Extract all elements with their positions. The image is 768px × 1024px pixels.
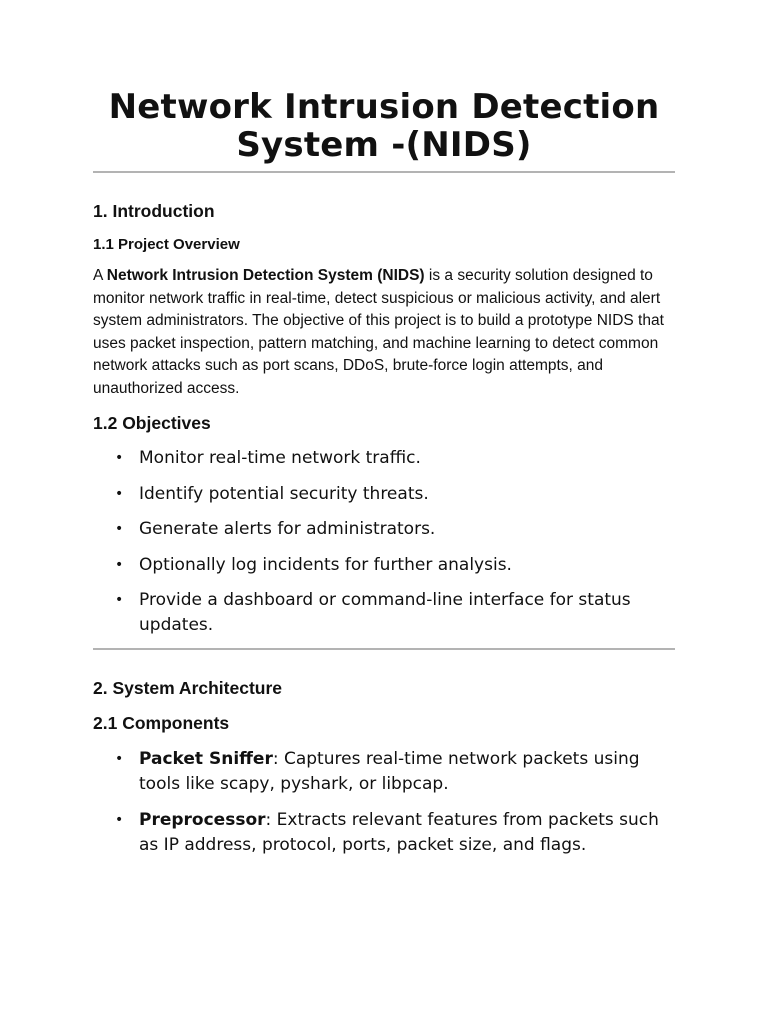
- subsection-heading-project-overview: 1.1 Project Overview: [93, 236, 240, 253]
- list-item: [93, 747, 675, 797]
- list-item: [93, 482, 675, 507]
- section-divider: [93, 648, 675, 650]
- component-name: Preprocessor: [139, 810, 266, 830]
- page-title: Network Intrusion Detection System -(NIDS): [108, 87, 660, 165]
- overview-bold-term: Network Intrusion Detection System (NIDS): [106, 267, 425, 284]
- components-list: [93, 747, 675, 858]
- objective-text: Provide a dashboard or command-line interface for status updates.: [139, 590, 631, 635]
- component-description: : Captures real-time network packets using tools like scapy, pyshark, or libpcap.: [139, 749, 640, 794]
- list-item: [93, 553, 675, 578]
- bullet-icon: •: [115, 556, 124, 573]
- section-heading-system-architecture: 2. System Architecture: [93, 678, 283, 698]
- objective-text: Generate alerts for administrators.: [139, 519, 436, 539]
- objective-text: Optionally log incidents for further analysis.: [139, 554, 512, 575]
- title-divider: [93, 171, 675, 173]
- bullet-icon: •: [115, 521, 124, 537]
- bullet-icon: •: [115, 592, 124, 608]
- component-name: Packet Sniffer: [139, 749, 273, 769]
- objectives-list: [93, 446, 675, 638]
- section-heading-introduction: 1. Introduction: [93, 201, 215, 221]
- bullet-icon: •: [115, 485, 124, 502]
- objective-text: Monitor real-time network traffic.: [139, 448, 421, 468]
- overview-prefix: A: [93, 267, 107, 284]
- subsection-heading-objectives: 1.2 Objectives: [93, 413, 211, 433]
- list-item: [93, 588, 675, 638]
- list-item: [93, 808, 675, 858]
- overview-body: is a security solution designed to monitor network traffic in real-time, detect suspicious or malicious activity, and alert system administrators. The objective of this project is to build a prototype NIDS that uses packet inspection, pattern matching, and machine learning to detect common network attacks such as port scans, DDoS, brute-force login attempts, and unauthorized access.: [93, 267, 664, 397]
- component-description: : Extracts relevant features from packets such as IP address, protocol, ports, packet size, and flags.: [139, 810, 659, 855]
- list-item: [93, 446, 675, 471]
- objective-text: Identify potential security threats.: [139, 483, 429, 504]
- bullet-icon: •: [115, 751, 124, 767]
- overview-paragraph: [93, 265, 675, 400]
- subsection-heading-components: 2.1 Components: [93, 713, 230, 733]
- list-item: [93, 517, 675, 542]
- bullet-icon: •: [115, 812, 124, 828]
- bullet-icon: •: [115, 450, 124, 466]
